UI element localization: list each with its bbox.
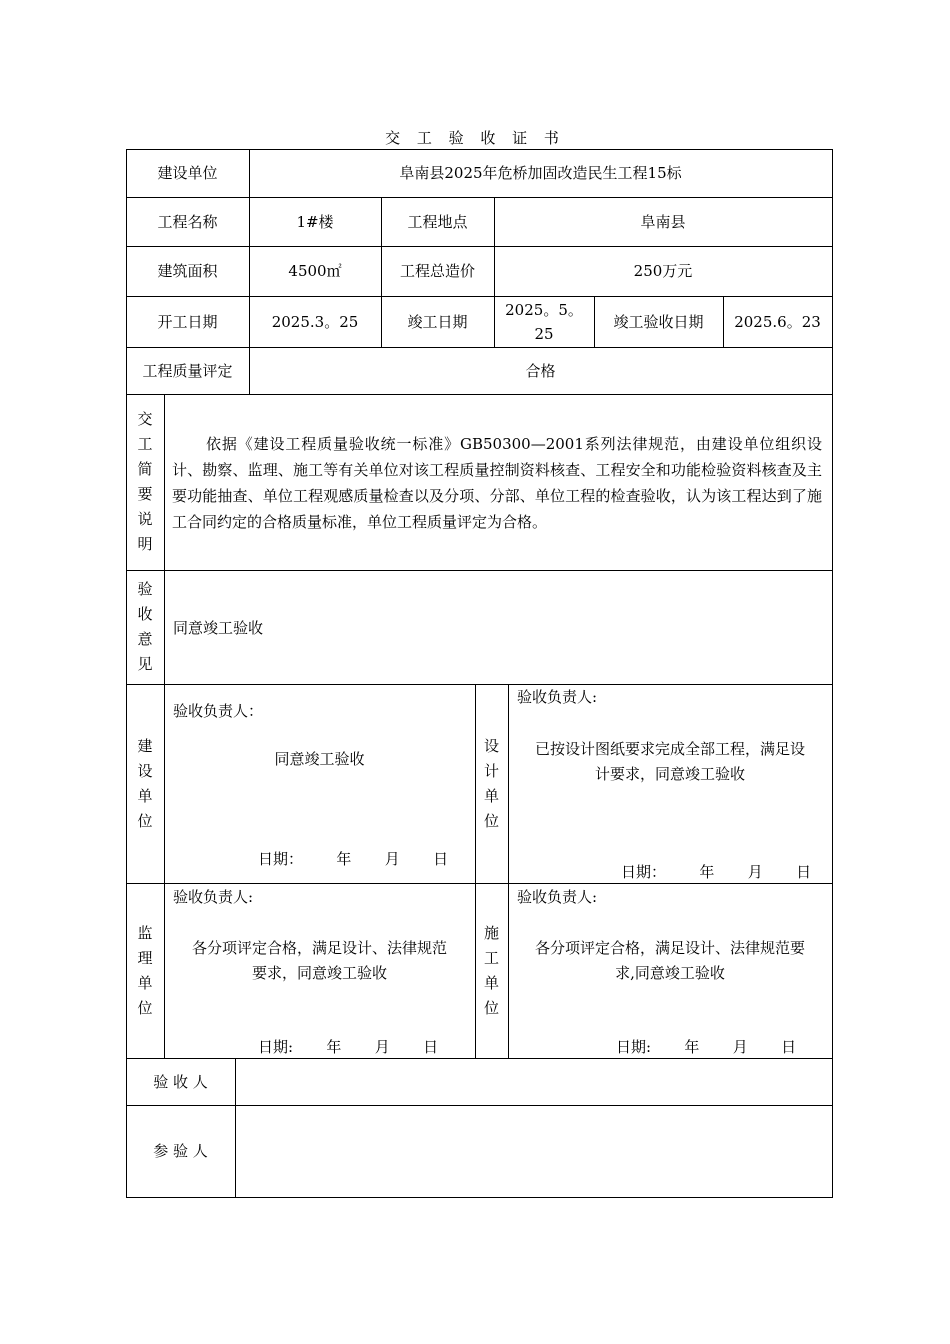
designer-date: 日期： 年 月 日 xyxy=(621,863,812,881)
project-name-value: 1#楼 xyxy=(296,212,334,231)
owner-unit-label xyxy=(126,684,164,883)
completion-date-value xyxy=(494,296,594,347)
contractor-opinion-line1: 各分项评定合格，满足设计、法律规范要 xyxy=(534,939,805,957)
opinion-text: 同意竣工验收 xyxy=(173,619,264,637)
supervisor-label-char: 单 xyxy=(137,973,153,992)
summary-label-char: 明 xyxy=(137,535,153,553)
opinion-label-char: 意 xyxy=(137,630,153,648)
owner-label-char: 单 xyxy=(137,786,153,805)
completion-date-line1: 2025。5。 xyxy=(505,300,583,319)
opinion-label-char: 验 xyxy=(137,580,153,598)
project-location-value: 阜南县 xyxy=(640,212,686,231)
contractor-responsible: 验收负责人: xyxy=(517,888,598,906)
owner-label-char: 位 xyxy=(137,811,153,830)
summary-label-char: 简 xyxy=(137,460,153,478)
owner-responsible: 验收负责人： xyxy=(173,702,264,720)
acceptance-date-value: 2025.6。23 xyxy=(734,312,821,331)
quality-value: 合格 xyxy=(525,361,556,380)
summary-label-char: 工 xyxy=(137,435,153,453)
supervisor-opinion-line2: 要求，同意竣工验收 xyxy=(251,964,387,982)
supervisor-label-char: 监 xyxy=(137,923,153,942)
contractor-opinion-line2: 求,同意竣工验收 xyxy=(615,964,725,982)
document-title: 交 工 验 收 证 书 xyxy=(385,129,565,147)
designer-label-char: 单 xyxy=(483,786,499,805)
supervisor-label-char: 位 xyxy=(137,998,153,1017)
supervisor-opinion xyxy=(164,936,475,986)
summary-label xyxy=(126,394,164,570)
supervisor-date: 日期: 年 月 日 xyxy=(258,1038,439,1056)
summary-text: 依据《建设工程质量验收统一标准》GB50300—2001系列法律规范，由建设单位组织设计、勘察、监理、施工等有关单位对该工程质量控制资料核查、工程安全和功能检验资料核查及主要功能抽查、单位工程观感质量检查以及分项、分部、单位工程的检查验收，认为该工程达到了施工合同约定的合格质量标准，单位工程质量评定为合格。 xyxy=(172,435,822,531)
participant-label: 参 验 人 xyxy=(153,1142,208,1160)
supervisor-unit-label xyxy=(126,883,164,1058)
owner-label-char: 设 xyxy=(137,761,153,780)
designer-opinion xyxy=(508,737,832,787)
designer-opinion-line2: 计要求，同意竣工验收 xyxy=(594,765,745,783)
summary-label-char: 要 xyxy=(137,485,153,503)
contractor-date: 日期: 年 月 日 xyxy=(616,1038,797,1056)
designer-responsible: 验收负责人: xyxy=(517,688,598,706)
opinion-label-char: 收 xyxy=(137,605,153,623)
owner-date: 日期： 年 月 日 xyxy=(258,850,449,868)
construction-unit-label: 建设单位 xyxy=(157,164,218,182)
project-name-label: 工程名称 xyxy=(157,212,218,231)
contractor-label-char: 施 xyxy=(483,923,499,942)
contractor-label-char: 单 xyxy=(483,973,499,992)
quality-label: 工程质量评定 xyxy=(142,361,233,380)
designer-unit-label xyxy=(475,684,508,883)
total-cost-label: 工程总造价 xyxy=(399,262,475,280)
designer-label-char: 设 xyxy=(483,736,499,755)
supervisor-opinion-line1: 各分项评定合格，满足设计、法律规范 xyxy=(191,939,447,957)
completion-date-line2: 25 xyxy=(534,324,554,343)
summary-label-char: 说 xyxy=(137,510,153,528)
contractor-unit-label xyxy=(475,883,508,1058)
participant-signature-field[interactable] xyxy=(235,1105,832,1197)
acceptor-signature-field[interactable] xyxy=(235,1058,832,1105)
owner-label-char: 建 xyxy=(137,736,153,755)
opinion-label xyxy=(126,570,164,684)
designer-label-char: 位 xyxy=(483,811,499,830)
contractor-label-char: 位 xyxy=(483,998,499,1017)
supervisor-responsible: 验收负责人: xyxy=(173,888,254,906)
owner-opinion: 同意竣工验收 xyxy=(274,750,365,768)
construction-unit-value: 阜南县2025年危桥加固改造民生工程15标 xyxy=(399,164,682,182)
building-area-label: 建筑面积 xyxy=(157,262,218,280)
start-date-label: 开工日期 xyxy=(157,312,218,331)
contractor-opinion xyxy=(508,936,832,986)
start-date-value: 2025.3。25 xyxy=(271,312,359,331)
acceptance-date-label: 竣工验收日期 xyxy=(613,312,704,331)
completion-date-label: 竣工日期 xyxy=(407,312,468,331)
acceptor-label: 验 收 人 xyxy=(153,1072,208,1091)
supervisor-label-char: 理 xyxy=(137,948,153,967)
project-location-label: 工程地点 xyxy=(407,212,468,231)
designer-opinion-line1: 已按设计图纸要求完成全部工程，满足设 xyxy=(534,740,805,758)
summary-label-char: 交 xyxy=(137,410,153,428)
contractor-label-char: 工 xyxy=(483,948,499,967)
building-area-value: 4500㎡ xyxy=(288,262,342,280)
opinion-label-char: 见 xyxy=(137,655,153,673)
total-cost-value: 250万元 xyxy=(633,262,693,280)
designer-label-char: 计 xyxy=(483,761,499,780)
